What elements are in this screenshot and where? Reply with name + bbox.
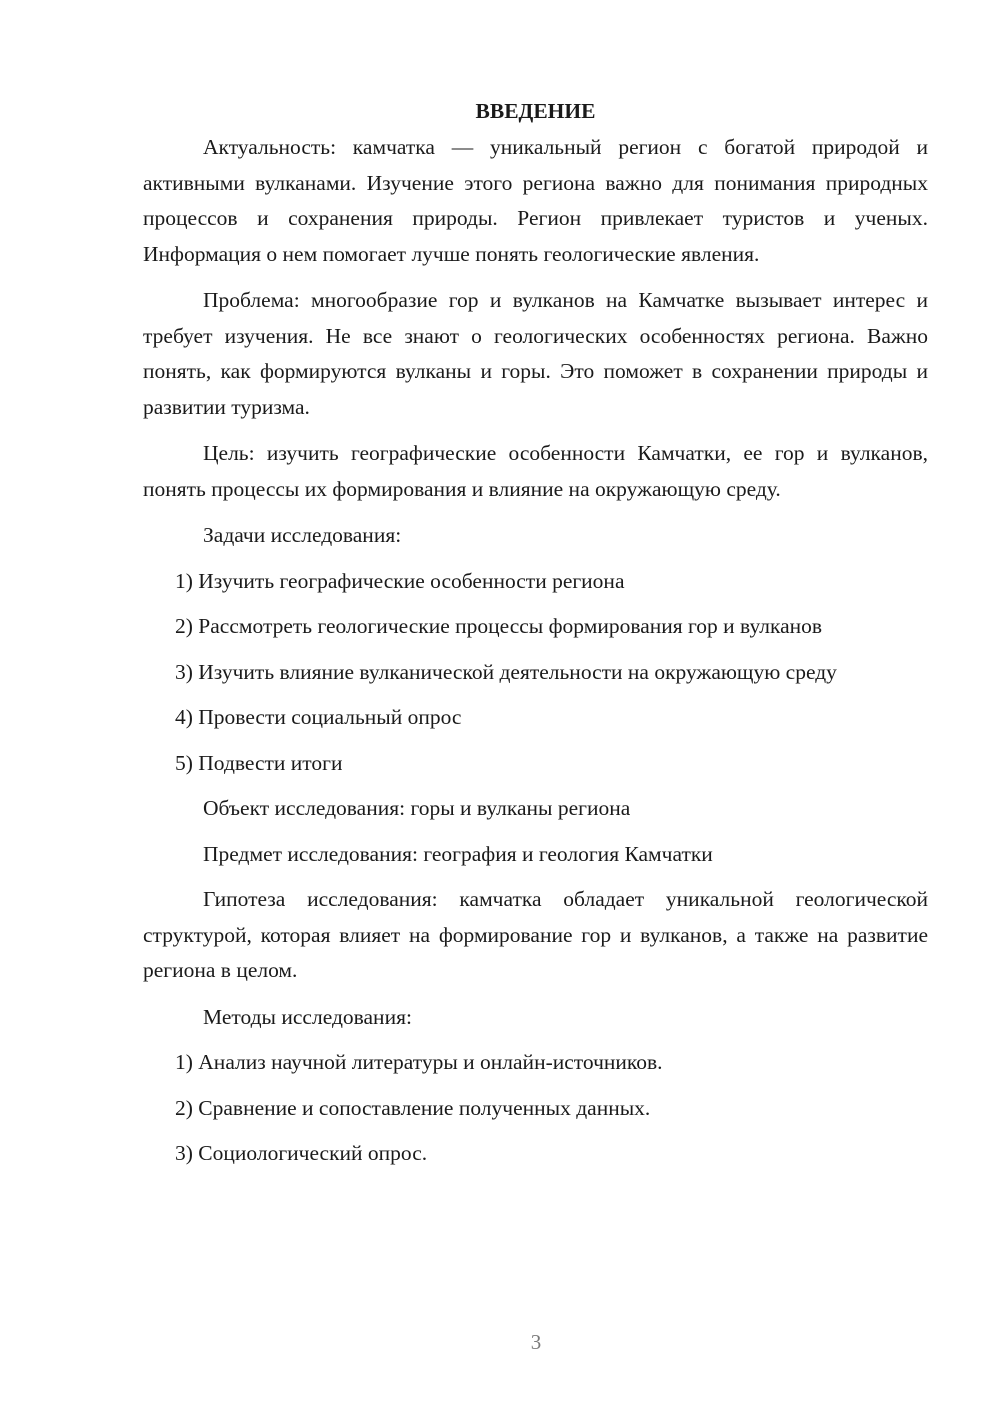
- problem-paragraph: Проблема: многообразие гор и вулканов на Камчатке вызывает интерес и требует изучения. Не все знают о геологических особенностях региона. Важно понять, как формируются вулканы и горы. Это поможет в сохранении природы и развитии туризма.: [143, 288, 928, 419]
- methods-heading: Методы исследования:: [203, 1004, 412, 1029]
- relevance-paragraph: Актуальность: камчатка — уникальный регион с богатой природой и активными вулканами. Изучение этого региона важно для понимания природных процессов и сохранения природы. Регион привлекает туристов и ученых. Информация о нем помогает лучше понять геологические явления.: [143, 135, 928, 266]
- method-item-1: 1) Анализ научной литературы и онлайн-источников.: [175, 1050, 663, 1074]
- page-number: 3: [530, 1330, 542, 1354]
- method-item-2: 2) Сравнение и сопоставление полученных данных.: [175, 1095, 651, 1120]
- page-title: ВВЕДЕНИЕ: [475, 99, 596, 123]
- task-item-5: 5) Подвести итоги: [175, 750, 343, 775]
- method-item-3: 3) Социологический опрос.: [175, 1141, 428, 1165]
- document-page: [143, 92, 928, 1182]
- task-item-3: 3) Изучить влияние вулканической деятельности на окружающую среду: [175, 659, 837, 684]
- tasks-heading: Задачи исследования:: [203, 523, 402, 547]
- research-object: Объект исследования: горы и вулканы региона: [203, 796, 631, 820]
- task-item-1: 1) Изучить географические особенности региона: [175, 568, 625, 593]
- task-item-4: 4) Провести социальный опрос: [175, 705, 462, 729]
- goal-paragraph: Цель: изучить географические особенности Камчатки, ее гор и вулканов, понять процессы их формирования и влияние на окружающую среду.: [143, 441, 928, 501]
- task-item-2: 2) Рассмотреть геологические процессы формирования гор и вулканов: [175, 614, 823, 638]
- research-subject: Предмет исследования: география и геология Камчатки: [203, 841, 713, 866]
- hypothesis-paragraph: Гипотеза исследования: камчатка обладает уникальной геологической структурой, которая влияет на формирование гор и вулканов, а также на развитие региона в целом.: [143, 887, 928, 982]
